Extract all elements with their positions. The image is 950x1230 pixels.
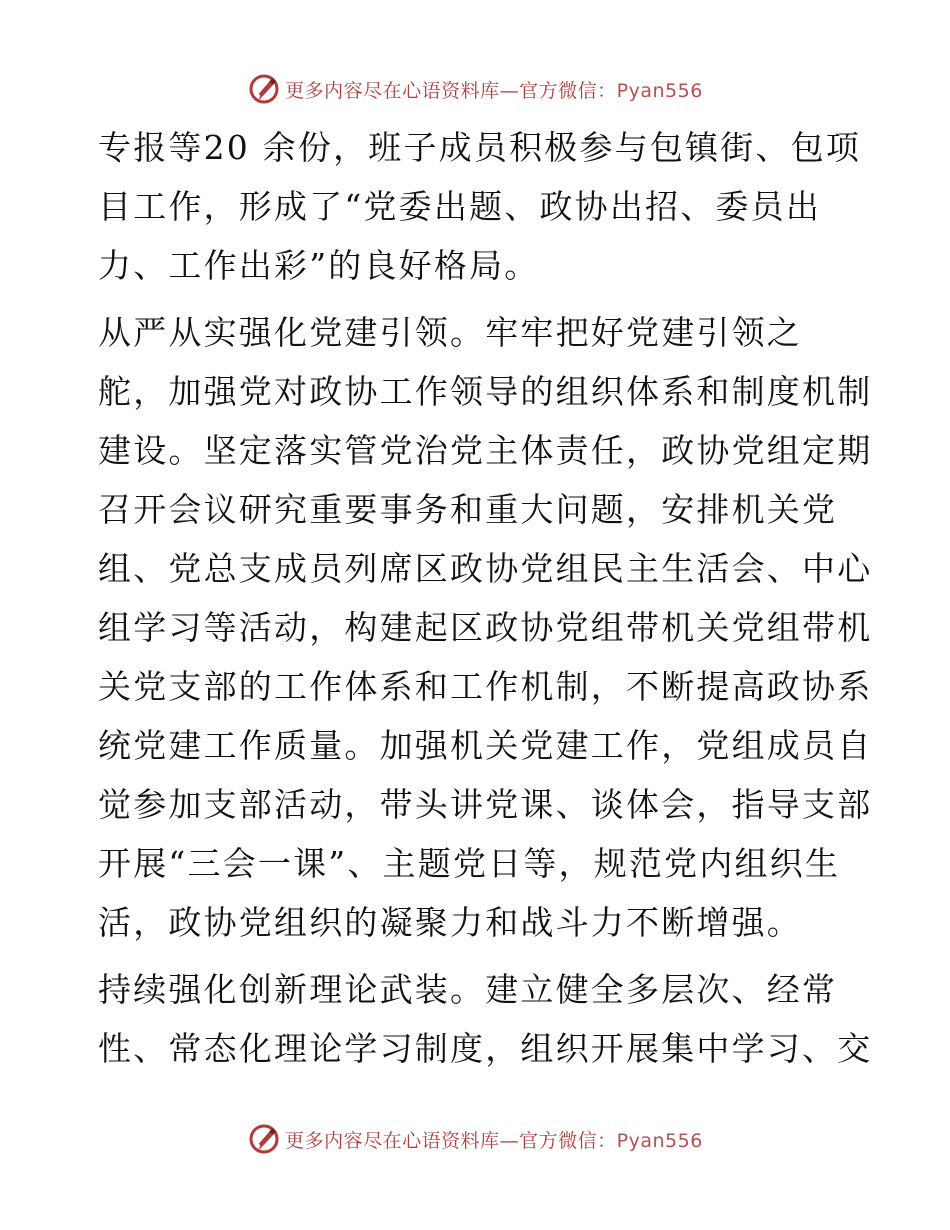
text-line: 专报等20 余份，班子成员积极参与包镇街、包项 [98, 128, 862, 167]
pen-circle-logo-icon [247, 72, 281, 106]
pen-circle-logo-icon [247, 1122, 281, 1156]
text-line: 组学习等活动，构建起区政协党组带机关党组带机 [98, 608, 873, 647]
text-line: 从严从实强化党建引领。牢牢把好党建引领之 [98, 313, 802, 352]
text-line: 目工作，形成了“党委出题、政协出招、委员出 [98, 187, 822, 226]
paragraph-2 [98, 303, 873, 952]
text-line: 活，政协党组织的凝聚力和战斗力不断增强。 [98, 903, 802, 942]
watermark-text: 更多内容尽在心语资料库—官方微信：Pyan556 [285, 79, 703, 102]
header-watermark [0, 72, 950, 106]
text-line: 性、常态化理论学习制度，组织开展集中学习、交 [98, 1029, 873, 1068]
text-line: 力、工作出彩”的良好格局。 [98, 246, 540, 285]
text-line: 舵，加强党对政协工作领导的组织体系和制度机制 [98, 372, 873, 411]
text-line: 持续强化创新理论武装。建立健全多层次、经常 [98, 970, 838, 1009]
text-line: 开展“三会一课”、主题党日等，规范党内组织生 [98, 844, 841, 883]
watermark-text: 更多内容尽在心语资料库—官方微信：Pyan556 [285, 1129, 703, 1152]
paragraph-3 [98, 960, 873, 1078]
paragraph-1 [98, 118, 862, 295]
text-line: 关党支部的工作体系和工作机制，不断提高政协系 [98, 667, 873, 706]
text-line: 统党建工作质量。加强机关党建工作，党组成员自 [98, 726, 873, 765]
text-line: 召开会议研究重要事务和重大问题，安排机关党 [98, 490, 838, 529]
document-body [98, 118, 873, 1078]
text-line: 建设。坚定落实管党治党主体责任，政协党组定期 [98, 431, 873, 470]
footer-watermark [0, 1122, 950, 1156]
text-line: 组、党总支成员列席区政协党组民主生活会、中心 [98, 549, 873, 588]
text-line: 觉参加支部活动，带头讲党课、谈体会，指导支部 [98, 785, 873, 824]
